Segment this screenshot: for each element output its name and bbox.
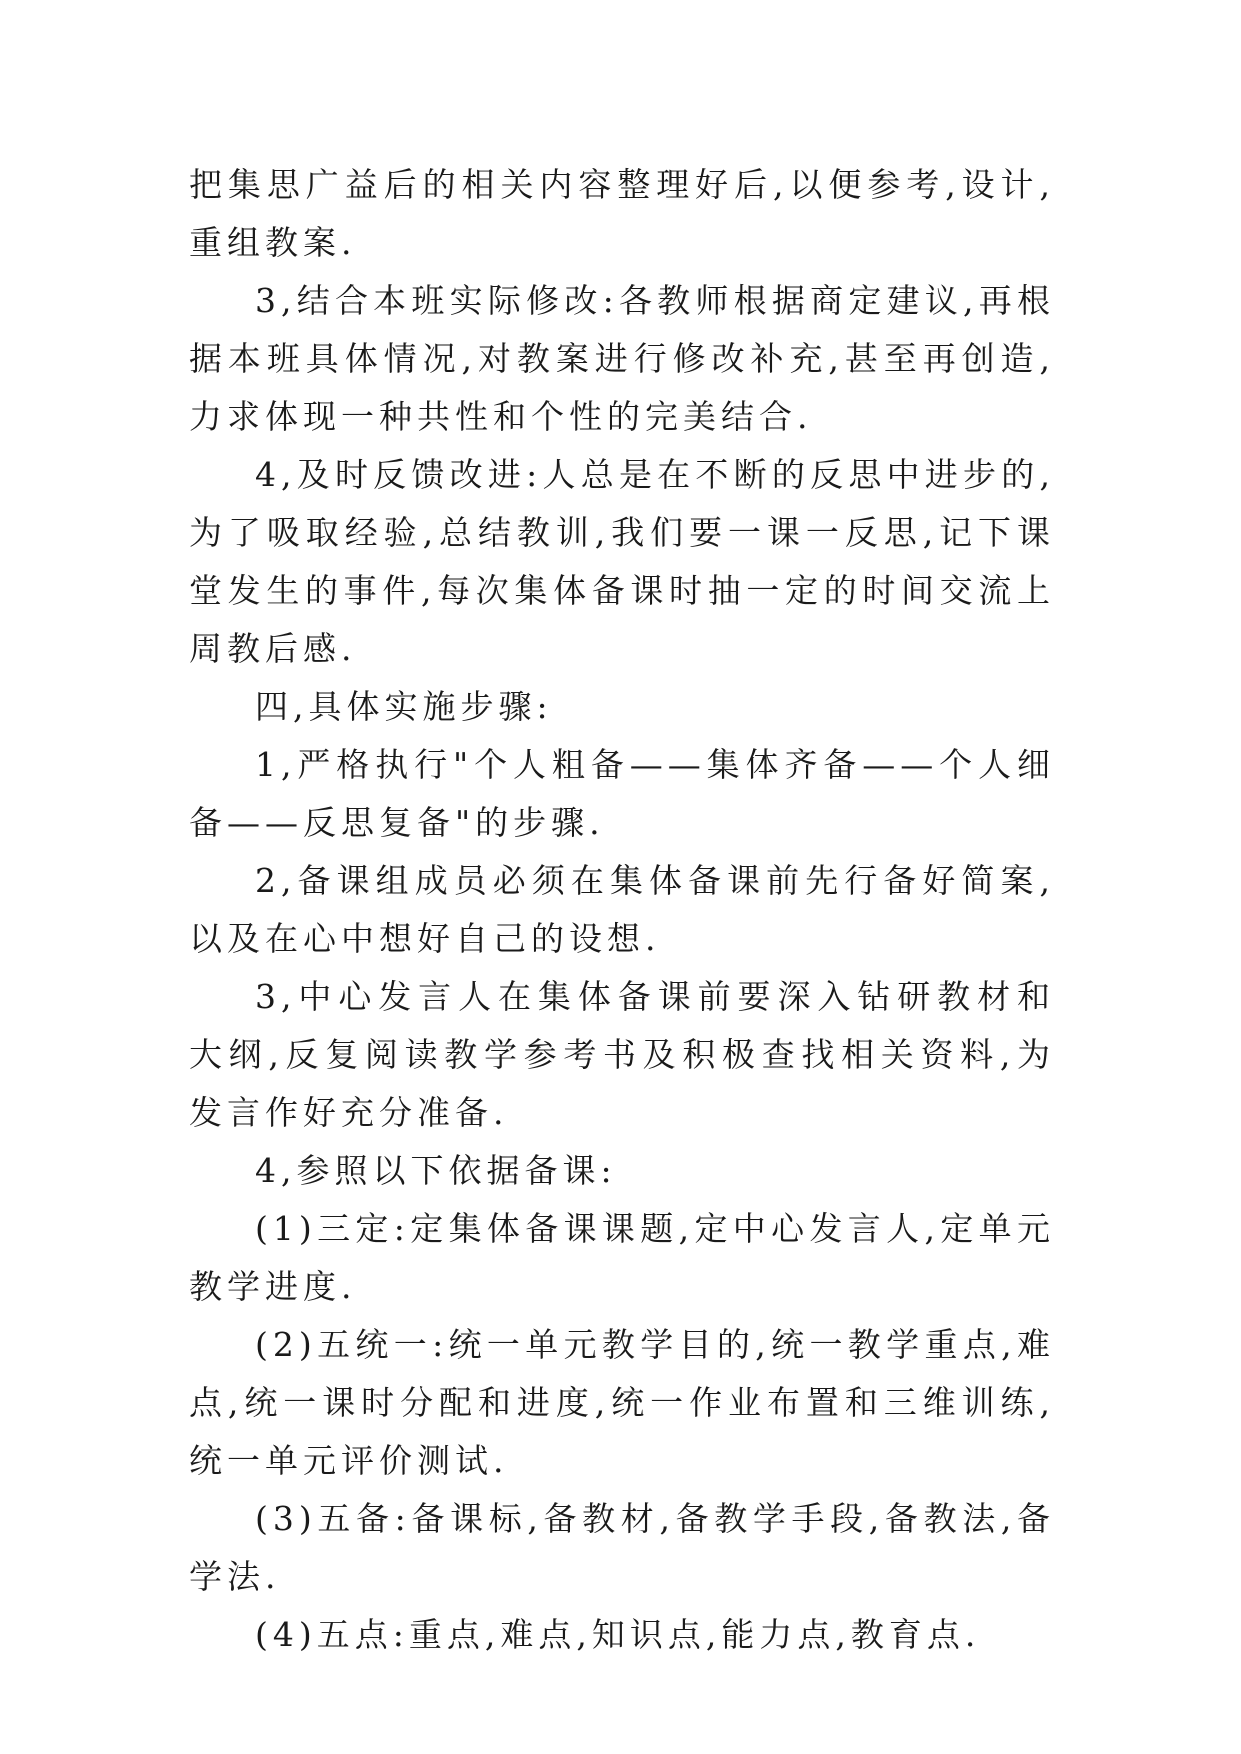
paragraph-item-3-modify: 3,结合本班实际修改:各教师根据商定建议,再根据本班具体情况,对教案进行修改补充,甚至再创造,力求体现一种共性和个性的完美结合. <box>189 281 1055 436</box>
paragraph-sub-4: (4)五点:重点,难点,知识点,能力点,教育点. <box>255 1615 981 1654</box>
paragraph-sub-1: (1)三定:定集体备课课题,定中心发言人,定单元教学进度. <box>189 1209 1055 1306</box>
paragraph-continuation: 把集思广益后的相关内容整理好后,以便参考,设计,重组教案. <box>189 165 1055 262</box>
paragraph-step-2: 2,备课组成员必须在集体备课前先行备好简案,以及在心中想好自己的设想. <box>189 861 1055 958</box>
paragraph-step-1: 1,严格执行"个人粗备——集体齐备——个人细备——反思复备"的步骤. <box>189 745 1055 842</box>
section-heading-steps: 四,具体实施步骤: <box>255 687 553 726</box>
document-body <box>189 156 1055 1664</box>
paragraph-item-4-feedback: 4,及时反馈改进:人总是在不断的反思中进步的,为了吸取经验,总结教训,我们要一课一反思,记下课堂发生的事件,每次集体备课时抽一定的时间交流上周教后感. <box>189 455 1055 668</box>
paragraph-sub-3: (3)五备:备课标,备教材,备教学手段,备教法,备学法. <box>189 1499 1055 1596</box>
paragraph-step-4: 4,参照以下依据备课: <box>255 1151 617 1190</box>
paragraph-step-3: 3,中心发言人在集体备课前要深入钻研教材和大纲,反复阅读教学参考书及积极查找相关资料,为发言作好充分准备. <box>189 977 1055 1132</box>
paragraph-sub-2: (2)五统一:统一单元教学目的,统一教学重点,难点,统一课时分配和进度,统一作业布置和三维训练,统一单元评价测试. <box>189 1325 1055 1480</box>
